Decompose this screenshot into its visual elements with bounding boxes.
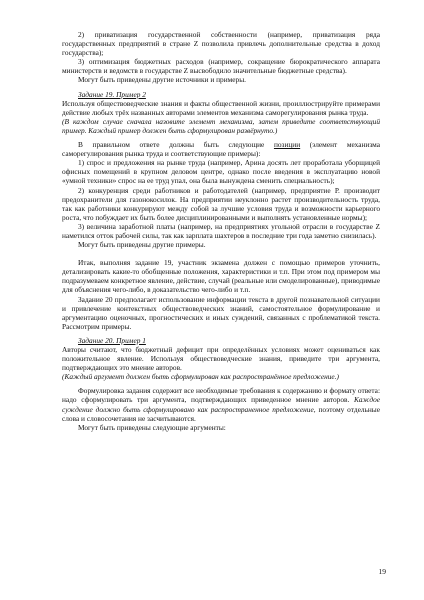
paragraph: Задание 20 предполагает использование информации текста в другой познавательной ситуации и привлечение контекстных обществоведческих знаний, самостоятельное формулирование и аргументацию оценочных, прогностических и иных суждений, связанных с проблематикой текста. Рассмотрим примеры.: [62, 294, 380, 331]
answer-intro: В правильном ответе должны быть следующие позиции (элемент механизма саморегулирования рынка труда и соответствующие примеры):: [62, 140, 381, 159]
task-instruction: (В каждом случае сначала назовите элемент механизма, затем приведите соответствующий пример. Каждый пример должен быть сформулирован развёрнуто.): [62, 116, 380, 135]
note-text: Могут быть приведены следующие аргументы:: [78, 422, 226, 432]
page-body: [62, 30, 380, 432]
list-item: 3) оптимизация бюджетных расходов (например, сокращение бюрократического аппарата министерств и ведомств в государстве Z высвободило значительные бюджетные средства).: [62, 57, 380, 76]
list-item: 3) величина заработной платы (например, на предприятиях угольной отрасли в государстве Z наметился отток рабочей силы, так как зарплата шахтеров в последние три года заметно снизилась).: [62, 221, 380, 240]
paragraph: Формулировка задания содержит все необходимые требования к содержанию и формату ответа: надо сформулировать три аргумента, подтверждающих приведенное мнение авторов. Каждое суждение должно быть сформулировано как распространенное предложение, поэтому отдельные слова и словосочетания не засчитываются.: [62, 386, 380, 423]
list-item: 2) конкуренция среди работников и работодателей (например, предприятие Р. производит предохранители для газонокосилок. На предприятии неуклонно растет производительность труда, так как работники конкурируют между собой за лучшие условия труда и возможности карьерного роста, что побуждает их быть более дисциплинированными и выполнять установленные нормы);: [62, 185, 380, 222]
note-text: Могут быть приведены другие примеры.: [78, 240, 206, 250]
page-number: 19: [378, 567, 386, 576]
paragraph: Итак, выполняя задание 19, участник экзамена должен с помощью примеров уточнить, детализировать какие-то обобщенные положения, характеристики и т.п. При этом под примером мы подразумеваем конкретное явление, действие, случай (реальные или смоделированные), приводимые для объяснения чего-либо, в доказательство чего-либо и т.п.: [62, 258, 380, 295]
task-text: Используя обществоведческие знания и факты общественной жизни, проиллюстрируйте примерами действие любых трёх названных авторами элементов механизма саморегулирования рынка труда.: [62, 98, 380, 117]
note-text: Могут быть приведены другие источники и примеры.: [78, 75, 246, 85]
section-heading: Задание 20. Пример 1: [78, 335, 146, 345]
task-instruction: (Каждый аргумент должен быть сформулирован как распространённое предложение.): [62, 372, 339, 382]
task-text: Авторы считают, что бюджетный дефицит при определённых условиях может оцениваться как положительное явление. Используя обществоведческие знания, приведите три аргумента, подтверждающих это мнение авторов.: [62, 345, 380, 373]
list-item: 1) спрос и предложения на рынке труда (например, Арина досять лет проработала уборщицей офисных помещений в крупном деловом центре, однако после введения в эксплуатацию новой «умной техники» спрос на ее труд упал, она была вынуждена сменить специальность);: [62, 158, 380, 186]
list-item: 2) приватизация государственной собственности (например, приватизация ряда государственных предприятий в стране Z позволила привлечь дополнительные средства в доход государства);: [62, 30, 380, 58]
section-heading: Задание 19. Пример 2: [78, 89, 146, 99]
